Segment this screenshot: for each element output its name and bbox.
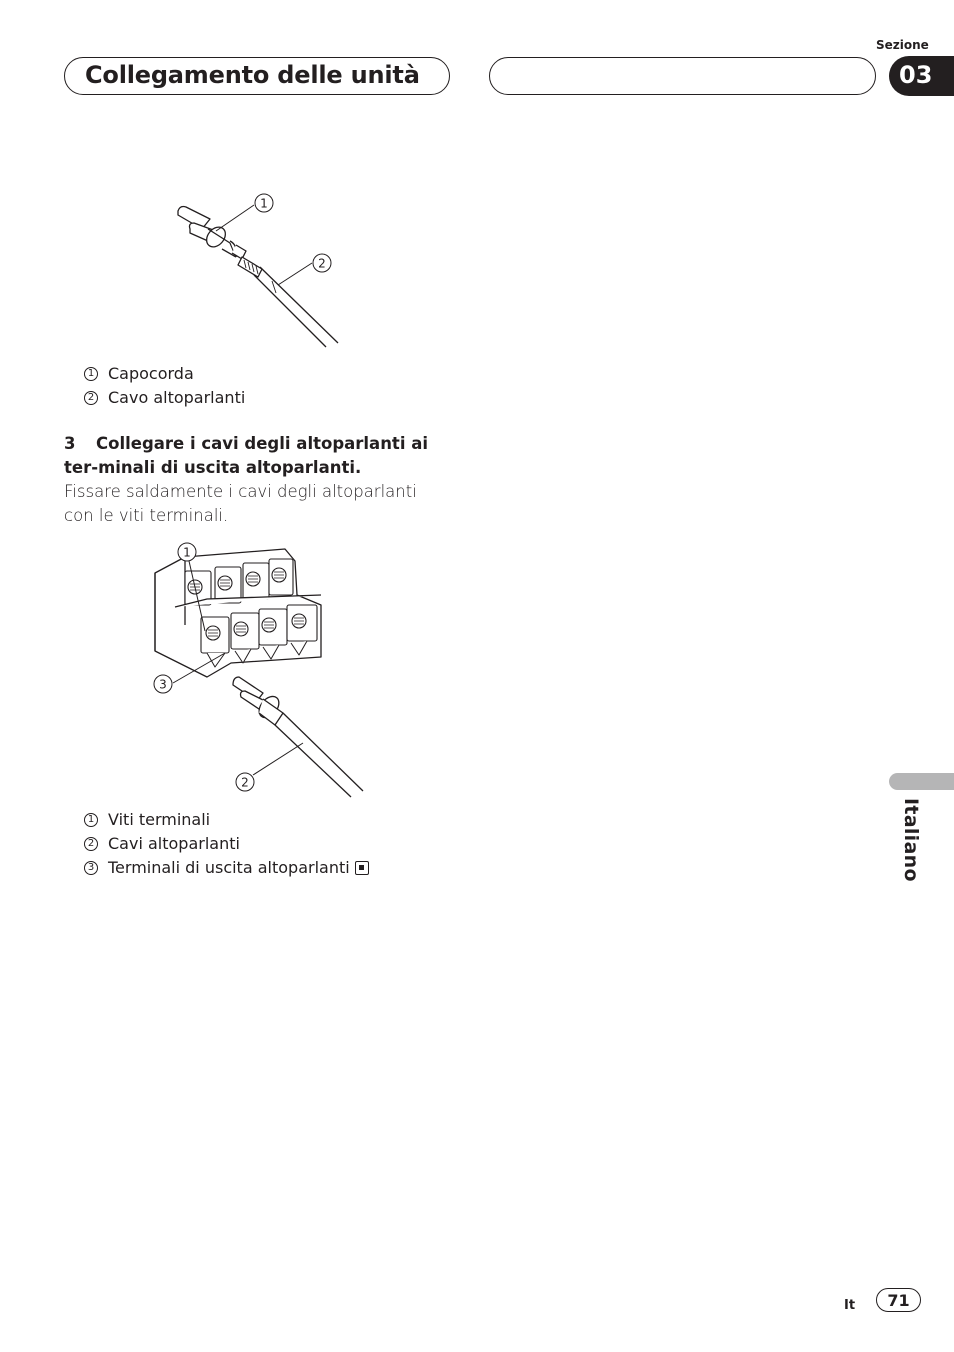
- figure2-legend: [84, 808, 369, 880]
- legend-item: [84, 856, 369, 880]
- legend-text: Capocorda: [108, 364, 194, 383]
- step-number: 3: [64, 434, 76, 453]
- legend-text: Cavo altoparlanti: [108, 388, 246, 407]
- legend-number: 1: [84, 367, 98, 381]
- legend-item: [84, 832, 369, 856]
- legend-text: Terminali di uscita altoparlanti: [108, 858, 350, 877]
- section-label: Sezione: [876, 38, 929, 52]
- svg-text:2: 2: [318, 256, 326, 271]
- legend-text: Viti terminali: [108, 810, 211, 829]
- step-heading: [64, 432, 454, 480]
- svg-text:2: 2: [241, 775, 249, 790]
- step-instruction: Fissare saldamente i cavi degli altoparlanti con le viti terminali.: [64, 482, 417, 525]
- legend-item: [84, 808, 369, 832]
- end-of-section-icon: [355, 861, 369, 875]
- legend-number: 2: [84, 837, 98, 851]
- figure1-callout-1: [255, 194, 273, 212]
- spade-terminal-illustration: [150, 185, 350, 355]
- legend-number: 3: [84, 861, 98, 875]
- legend-number: 1: [84, 813, 98, 827]
- svg-text:1: 1: [183, 545, 191, 560]
- legend-text: Cavi altoparlanti: [108, 834, 240, 853]
- svg-text:3: 3: [159, 677, 167, 692]
- chapter-title: Collegamento delle unità: [85, 61, 420, 89]
- legend-item: [84, 362, 245, 386]
- language-tab-marker: [889, 773, 954, 790]
- legend-number: 2: [84, 391, 98, 405]
- figure2-callout-3: [154, 675, 172, 693]
- figure1-legend: [84, 362, 245, 410]
- step-heading-text: Collegare i cavi degli altoparlanti ai ter-minali di uscita altoparlanti.: [64, 434, 429, 477]
- figure2-callout-1: [178, 543, 196, 561]
- terminal-block-illustration: [145, 535, 375, 800]
- header-empty-box: [489, 57, 876, 95]
- figure1-callout-2: [313, 254, 331, 272]
- chapter-title-box: [64, 57, 450, 95]
- section-number-badge: [889, 56, 954, 96]
- svg-text:1: 1: [260, 196, 268, 211]
- language-label: Italiano: [900, 798, 922, 882]
- page-number: 71: [876, 1288, 921, 1312]
- section-number: 03: [899, 61, 933, 89]
- figure2-callout-2: [236, 773, 254, 791]
- footer-language-code: It: [844, 1298, 856, 1313]
- legend-item: [84, 386, 245, 410]
